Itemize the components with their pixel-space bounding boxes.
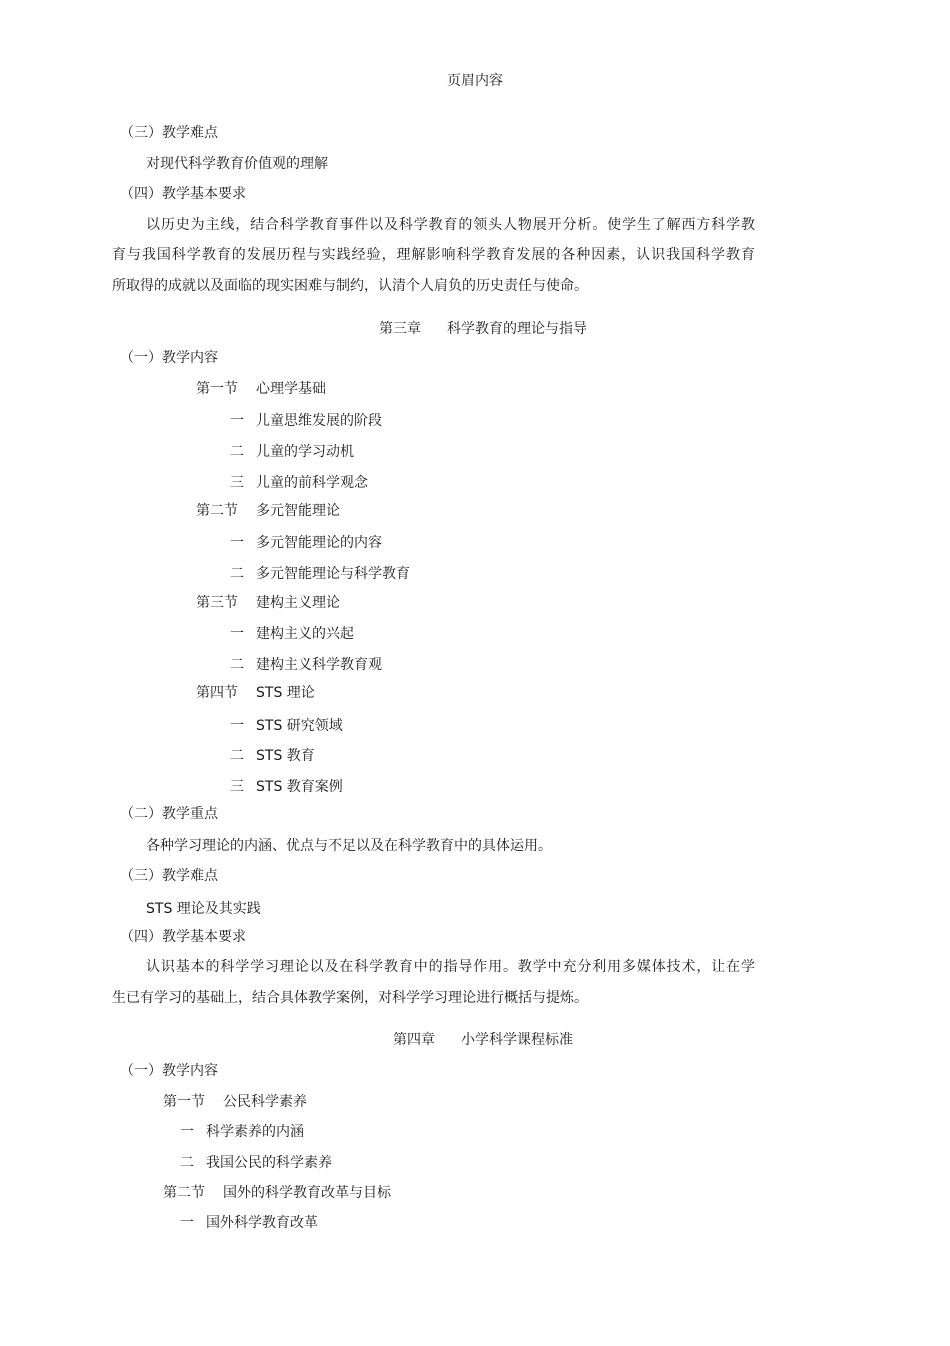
requirement-line: 育与我国科学教育的发展历程与实践经验，理解影响科学教育发展的各种因素，认识我国科学教育 — [112, 247, 755, 263]
list-item: 二 我国公民的科学素养 — [180, 1155, 332, 1171]
list-item: 一 科学素养的内涵 — [180, 1124, 304, 1140]
requirement-heading: （四）教学基本要求 — [120, 186, 246, 202]
section-heading: 第二节 多元智能理论 — [196, 503, 340, 519]
requirement-heading: （四）教学基本要求 — [120, 929, 246, 945]
list-item: 二 STS 教育 — [230, 748, 315, 764]
chapter-title — [0, 320, 950, 338]
content-heading: （一）教学内容 — [120, 350, 218, 366]
list-item: 一 国外科学教育改革 — [180, 1215, 318, 1231]
list-item: 一 STS 研究领域 — [230, 718, 343, 734]
key-heading: （二）教学重点 — [120, 806, 218, 822]
content-heading: （一）教学内容 — [120, 1063, 218, 1079]
chapter-title — [0, 1031, 950, 1049]
chapter-number: 第四章 — [393, 1032, 435, 1048]
list-item: 二 儿童的学习动机 — [230, 444, 354, 460]
section-heading: 第三节 建构主义理论 — [196, 595, 340, 611]
difficulty-text: 对现代科学教育价值观的理解 — [146, 156, 328, 172]
list-item: 一 多元智能理论的内容 — [230, 535, 382, 551]
requirement-line: 认识基本的科学学习理论以及在科学教育中的指导作用。教学中充分利用多媒体技术，让在学 — [146, 959, 755, 975]
section-heading: 第一节 心理学基础 — [196, 381, 326, 397]
chapter-number: 第三章 — [379, 321, 421, 337]
list-item: 二 多元智能理论与科学教育 — [230, 566, 410, 582]
requirement-line: 所取得的成就以及面临的现实困难与制约，认清个人肩负的历史责任与使命。 — [112, 278, 588, 294]
list-item: 二 建构主义科学教育观 — [230, 657, 382, 673]
page-header: 页眉内容 — [447, 73, 503, 89]
list-item: 三 儿童的前科学观念 — [230, 475, 368, 491]
requirement-line: 以历史为主线，结合科学教育事件以及科学教育的领头人物展开分析。使学生了解西方科学教 — [146, 217, 755, 233]
difficulty-text: STS 理论及其实践 — [146, 901, 261, 917]
section-heading: 第一节 公民科学素养 — [163, 1094, 307, 1110]
list-item: 三 STS 教育案例 — [230, 779, 343, 795]
key-text: 各种学习理论的内涵、优点与不足以及在科学教育中的具体运用。 — [146, 838, 552, 854]
list-item: 一 建构主义的兴起 — [230, 626, 354, 642]
chapter-name: 小学科学课程标准 — [461, 1032, 573, 1048]
requirement-line: 生已有学习的基础上，结合具体教学案例，对科学学习理论进行概括与提炼。 — [112, 990, 588, 1006]
list-item: 一 儿童思维发展的阶段 — [230, 413, 382, 429]
chapter-name: 科学教育的理论与指导 — [447, 321, 587, 337]
difficulty-heading: （三）教学难点 — [120, 868, 218, 884]
section-heading: 第二节 国外的科学教育改革与目标 — [163, 1185, 391, 1201]
difficulty-heading: （三）教学难点 — [120, 125, 218, 141]
section-heading: 第四节 STS 理论 — [196, 685, 315, 701]
